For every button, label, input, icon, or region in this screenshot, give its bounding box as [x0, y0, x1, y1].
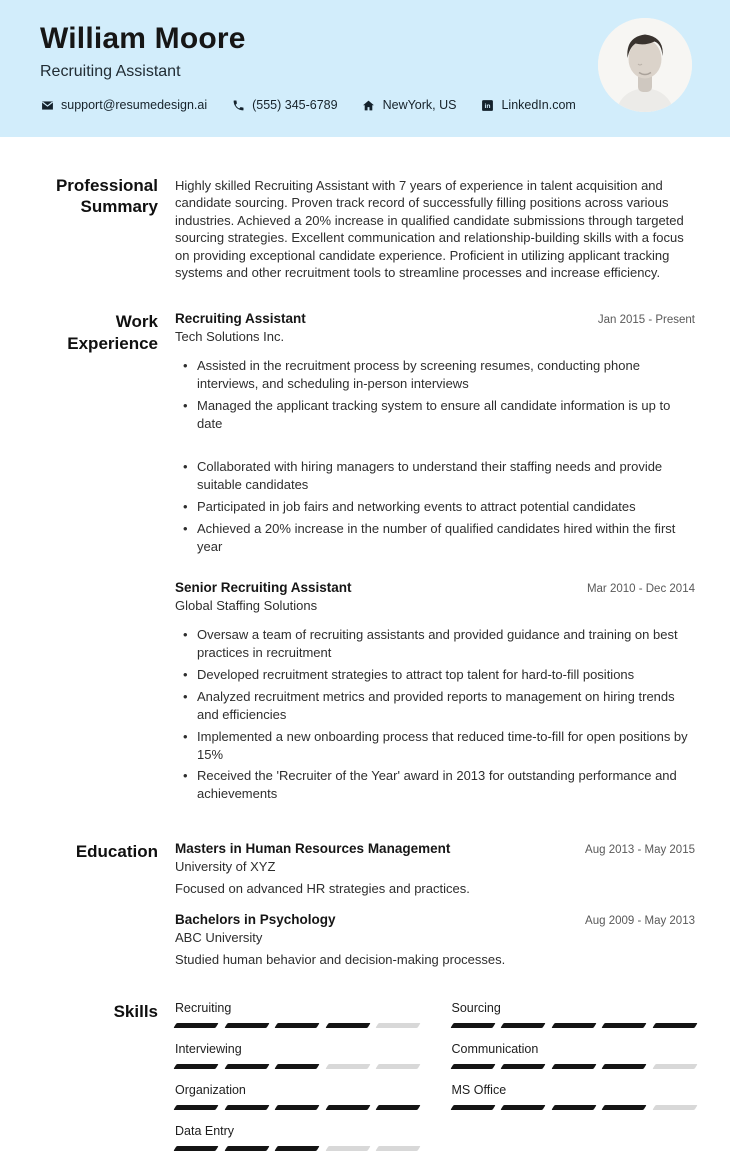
- job-dates: Mar 2010 - Dec 2014: [586, 582, 695, 595]
- bullet-item: • Collaborated with hiring managers to understand their staffing needs and provide suitable candidates: [175, 458, 695, 494]
- skill-bar-segment-filled: [375, 1105, 420, 1110]
- skill-bar-segment-filled: [274, 1105, 319, 1110]
- contact-phone[interactable]: [231, 98, 337, 112]
- bullet-item: • Implemented a new onboarding process that reduced time-to-fill for open positions by 15%: [175, 728, 695, 764]
- bullet-item: • Analyzed recruitment metrics and provided reports to management on hiring trends and efficiencies: [175, 688, 695, 724]
- skill-level-bar: [452, 1023, 696, 1028]
- skill-bar-segment-filled: [551, 1023, 596, 1028]
- skill-bar-segment-filled: [274, 1064, 319, 1069]
- skill-level-bar: [452, 1064, 696, 1069]
- skill-name: Data Entry: [175, 1124, 235, 1139]
- contact-linkedin[interactable]: [480, 98, 575, 112]
- skill-bar-segment-filled: [500, 1023, 545, 1028]
- skill-name: Communication: [451, 1042, 539, 1057]
- skill-item: [175, 1042, 419, 1069]
- job-bullet-list: [175, 626, 695, 803]
- resume-body: [0, 137, 730, 1165]
- contact-location[interactable]: [362, 98, 457, 112]
- email-icon: [40, 98, 54, 112]
- skill-bar-segment-filled: [601, 1023, 646, 1028]
- skill-bar-segment-filled: [173, 1064, 218, 1069]
- education-dates: Aug 2009 - May 2013: [585, 915, 695, 928]
- skill-bar-segment-filled: [274, 1146, 319, 1151]
- degree-title: Masters in Human Resources Management: [175, 841, 451, 857]
- education-description: Focused on advanced HR strategies and practices.: [175, 881, 470, 897]
- section-skills: [0, 1001, 730, 1165]
- skill-bar-segment-filled: [274, 1023, 319, 1028]
- skill-bar-segment-filled: [450, 1105, 495, 1110]
- skill-item: [452, 1042, 696, 1069]
- section-label-experience: Work Experience: [67, 312, 158, 353]
- skill-item: [175, 1083, 419, 1110]
- skills-column-left: [175, 1001, 419, 1165]
- svg-text:in: in: [484, 102, 491, 110]
- skill-bar-segment-filled: [601, 1064, 646, 1069]
- skill-level-bar: [175, 1146, 419, 1151]
- bullet-item: • Managed the applicant tracking system to ensure all candidate information is up to date: [175, 397, 695, 433]
- skill-bar-segment-filled: [551, 1064, 596, 1069]
- section-professional-summary: [0, 175, 730, 281]
- education-description: Studied human behavior and decision-making processes.: [175, 952, 506, 968]
- profile-photo: [598, 18, 692, 112]
- education-entry: [175, 841, 695, 896]
- skill-bar-segment-filled: [601, 1105, 646, 1110]
- skill-bar-segment-filled: [224, 1105, 269, 1110]
- job-bullet-list: [175, 357, 695, 555]
- bullet-item: • Achieved a 20% increase in the number of qualified candidates hired within the first year: [175, 520, 695, 556]
- skill-level-bar: [175, 1064, 419, 1069]
- skill-level-bar: [452, 1105, 696, 1110]
- linkedin-icon: [480, 98, 494, 112]
- school-name: University of XYZ: [175, 859, 276, 875]
- contact-phone-text: (555) 345-6789: [252, 98, 338, 112]
- job-title: Senior Recruiting Assistant: [175, 579, 352, 595]
- job-company: Global Staffing Solutions: [175, 597, 318, 613]
- bullet-item: • Received the 'Recruiter of the Year' award in 2013 for outstanding performance and achievements: [175, 767, 695, 803]
- job-company: Tech Solutions Inc.: [175, 329, 285, 345]
- skill-bar-segment-filled: [325, 1023, 370, 1028]
- bullet-item: • Oversaw a team of recruiting assistants and provided guidance and training on best practices in recruitment: [175, 626, 695, 662]
- bullet-item: • Participated in job fairs and networking events to attract potential candidates: [175, 498, 695, 516]
- skill-bar-segment-filled: [325, 1105, 370, 1110]
- job-dates: Jan 2015 - Present: [597, 314, 695, 327]
- skill-bar-segment-filled: [173, 1105, 218, 1110]
- skill-bar-segment-filled: [224, 1023, 269, 1028]
- profile-photo-graphic: [598, 18, 692, 112]
- contact-location-text: NewYork, US: [382, 98, 457, 112]
- phone-icon: [231, 98, 245, 112]
- skill-bar-segment-empty: [652, 1105, 697, 1110]
- skill-bar-segment-empty: [325, 1064, 370, 1069]
- skill-bar-segment-filled: [173, 1023, 218, 1028]
- contact-linkedin-text: LinkedIn.com: [501, 98, 576, 112]
- header: [0, 0, 730, 137]
- contact-email-text: support@resumedesign.ai: [61, 98, 208, 112]
- skill-bar-segment-filled: [450, 1064, 495, 1069]
- job-entry: [175, 311, 695, 555]
- skill-bar-segment-filled: [173, 1146, 218, 1151]
- skill-bar-segment-filled: [450, 1023, 495, 1028]
- skill-bar-segment-filled: [500, 1064, 545, 1069]
- job-title: Recruiting Assistant: [175, 311, 306, 327]
- section-label-education: Education: [75, 842, 158, 862]
- skill-bar-segment-empty: [652, 1064, 697, 1069]
- summary-text: Highly skilled Recruiting Assistant with 7 years of experience in talent acquisition and candidate sourcing. Proven track record of successfully filling positions across various industries. Achieved a 20% increase in qualified candidate submissions through targeted sourcing strategies. Excellent communication and relationship-building skills with a focus on providing exceptional candidate experience. Proficient in utilizing applicant tracking systems and other recruitment tools to streamline processes and increase efficiency.: [175, 178, 684, 281]
- job-entry: [175, 580, 695, 803]
- person-name: William Moore: [40, 22, 246, 55]
- education-dates: Aug 2013 - May 2015: [585, 844, 695, 857]
- skill-item: [452, 1001, 696, 1028]
- skill-bar-segment-filled: [551, 1105, 596, 1110]
- skill-bar-segment-empty: [375, 1064, 420, 1069]
- section-education: [0, 841, 730, 967]
- degree-title: Bachelors in Psychology: [175, 912, 336, 928]
- skill-name: Recruiting: [175, 1001, 232, 1016]
- school-name: ABC University: [175, 930, 263, 946]
- skill-item: [452, 1083, 696, 1110]
- home-icon: [362, 98, 376, 112]
- skill-name: MS Office: [451, 1083, 507, 1098]
- skills-column-right: [452, 1001, 696, 1124]
- contact-email[interactable]: [40, 98, 207, 112]
- skill-item: [175, 1124, 419, 1151]
- section-label-summary: Professional Summary: [55, 176, 158, 217]
- skill-level-bar: [175, 1023, 419, 1028]
- skill-bar-segment-empty: [375, 1023, 420, 1028]
- skill-bar-segment-empty: [325, 1146, 370, 1151]
- bullet-item: • Developed recruitment strategies to attract top talent for hard-to-fill positions: [175, 666, 695, 684]
- skill-name: Interviewing: [175, 1042, 242, 1057]
- skill-level-bar: [175, 1105, 419, 1110]
- person-job-title: Recruiting Assistant: [40, 63, 181, 80]
- bullet-item: • Assisted in the recruitment process by screening resumes, conducting phone interviews, and scheduling in-person interviews: [175, 357, 695, 393]
- skill-bar-segment-filled: [224, 1146, 269, 1151]
- section-work-experience: [0, 311, 730, 807]
- section-label-skills: Skills: [113, 1002, 158, 1022]
- skill-bar-segment-filled: [652, 1023, 697, 1028]
- skill-bar-segment-filled: [224, 1064, 269, 1069]
- education-entry: [175, 912, 695, 967]
- skill-bar-segment-empty: [375, 1146, 420, 1151]
- skill-name: Sourcing: [451, 1001, 501, 1016]
- skill-item: [175, 1001, 419, 1028]
- skill-bar-segment-filled: [500, 1105, 545, 1110]
- skill-name: Organization: [175, 1083, 246, 1098]
